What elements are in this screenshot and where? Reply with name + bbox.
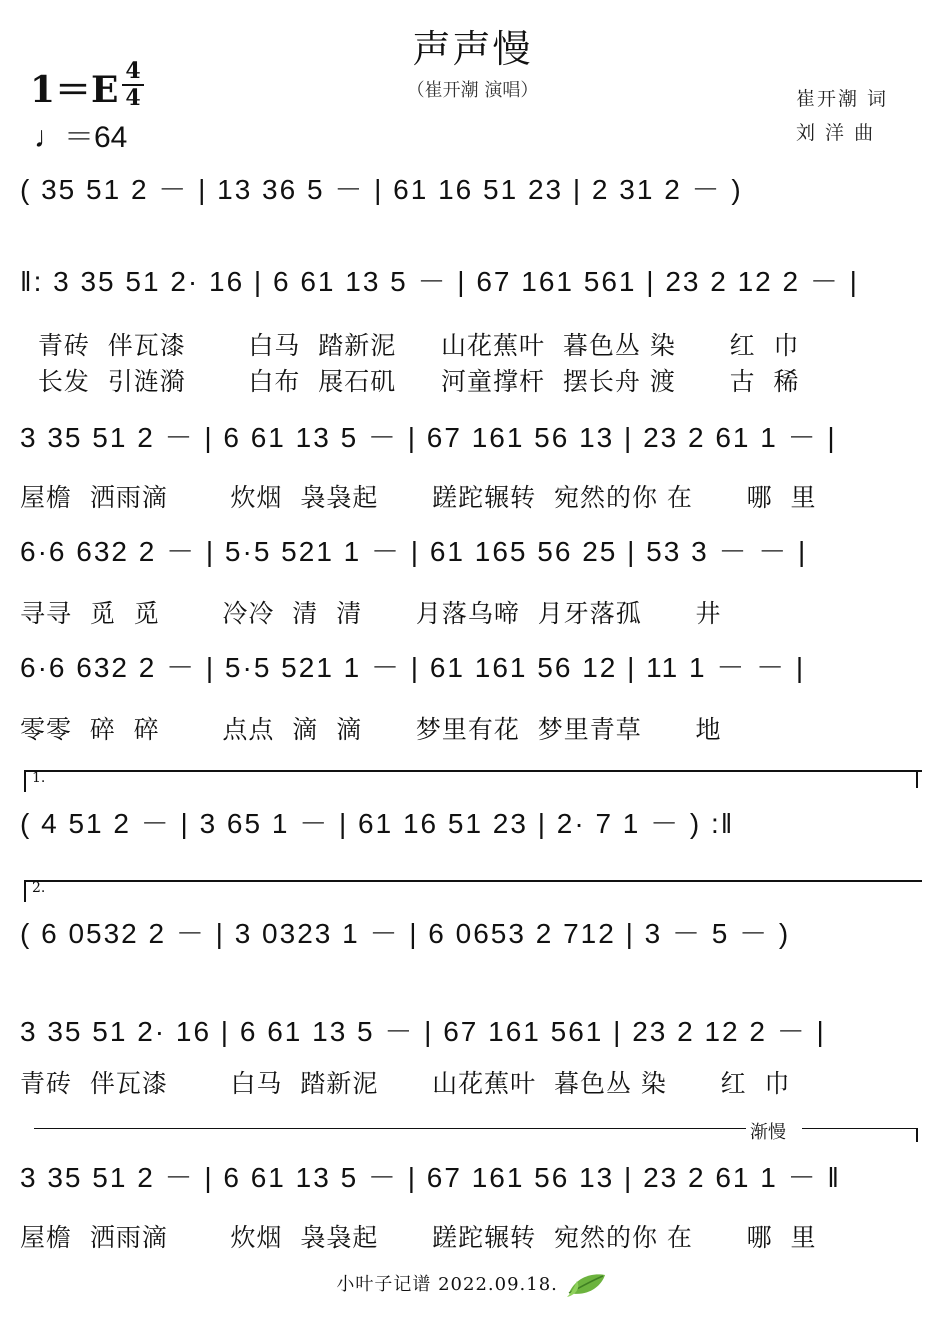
lyric-line-verse1: 青砖 伴瓦漆 白马 踏新泥 山花蕉叶 暮色丛 染 红 巾 bbox=[20, 331, 800, 360]
lyricist-credit: 崔开潮 词 bbox=[796, 88, 889, 110]
lyric-line: 屋檐 洒雨滴 炊烟 袅袅起 蹉跎辗转 宛然的你 在 哪 里 bbox=[20, 1223, 817, 1252]
notation-line: ‖: 3 35 51 2· 16 | 6 61 13 5 － | 67 161 561 | 23 2 12 2 － | bbox=[20, 266, 859, 297]
key-signature: 1＝E bbox=[30, 69, 119, 111]
lyric-line: 寻寻 觅 觅 冷冷 清 清 月落乌啼 月牙落孤 井 bbox=[20, 599, 722, 628]
time-signature bbox=[118, 60, 148, 110]
notation-line: ( 6 0532 2 － | 3 0323 1 － | 6 0653 2 712 | 3 － 5 － ) bbox=[20, 918, 791, 949]
leaf-icon bbox=[565, 1271, 609, 1299]
score-row-intro bbox=[20, 170, 925, 220]
tempo-mark bbox=[34, 112, 127, 156]
score-row-2 bbox=[20, 262, 925, 312]
notation-line: 6·6 632 2 － | 5·5 521 1 － | 61 165 56 25 | 53 3 － － | bbox=[20, 536, 808, 567]
composer-credit: 刘 洋 曲 bbox=[796, 122, 876, 144]
score-row-7 bbox=[20, 914, 925, 964]
score-row-9 bbox=[20, 1158, 925, 1208]
notation-line: 6·6 632 2 － | 5·5 521 1 － | 61 161 56 12 | 11 1 － － | bbox=[20, 652, 806, 683]
singer-credit: （崔开潮 演唱） bbox=[406, 80, 539, 101]
quarter-note-icon: ♩ bbox=[34, 121, 64, 154]
volta-second-ending bbox=[24, 880, 922, 902]
notation-line: 3 35 51 2 － | 6 61 13 5 － | 67 161 56 13 | 23 2 61 1 － ‖ bbox=[20, 1162, 841, 1193]
footer-text: 小叶子记谱 2022.09.18. bbox=[336, 1274, 558, 1295]
lyric-line: 屋檐 洒雨滴 炊烟 袅袅起 蹉跎辗转 宛然的你 在 哪 里 bbox=[20, 483, 817, 512]
score-row-5 bbox=[20, 648, 925, 698]
score-row-6 bbox=[20, 804, 925, 854]
transcriber-footer bbox=[0, 1270, 945, 1299]
score-row-3 bbox=[20, 418, 925, 468]
time-signature-bottom: 4 bbox=[125, 85, 141, 111]
time-signature-top: 4 bbox=[125, 58, 141, 84]
lyric-line: 零零 碎 碎 点点 滴 滴 梦里有花 梦里青草 地 bbox=[20, 715, 722, 744]
volta-first-ending bbox=[24, 770, 922, 792]
notation-line: ( 35 51 2 － | 13 36 5 － | 61 16 51 23 | 2 31 2 － ) bbox=[20, 174, 743, 205]
tempo-value: ＝64 bbox=[64, 121, 128, 154]
ritardando-mark: 渐慢 bbox=[750, 1122, 786, 1143]
notation-line: ( 4 51 2 － | 3 65 1 － | 61 16 51 23 | 2· 7 1 － ) :‖ bbox=[20, 808, 735, 839]
lyric-line: 青砖 伴瓦漆 白马 踏新泥 山花蕉叶 暮色丛 染 红 巾 bbox=[20, 1069, 791, 1098]
score-row-4 bbox=[20, 532, 925, 582]
volta-label: 1. bbox=[32, 770, 46, 786]
score-row-8 bbox=[20, 1012, 925, 1062]
lyric-line-verse2: 长发 引涟漪 白布 展石矶 河童撑杆 摆长舟 渡 古 稀 bbox=[20, 367, 800, 396]
notation-line: 3 35 51 2 － | 6 61 13 5 － | 67 161 56 13 | 23 2 61 1 － | bbox=[20, 422, 837, 453]
volta-label: 2. bbox=[32, 880, 46, 896]
song-title: 声声慢 bbox=[412, 27, 533, 71]
notation-line: 3 35 51 2· 16 | 6 61 13 5 － | 67 161 561 | 23 2 12 2 － | bbox=[20, 1016, 826, 1047]
